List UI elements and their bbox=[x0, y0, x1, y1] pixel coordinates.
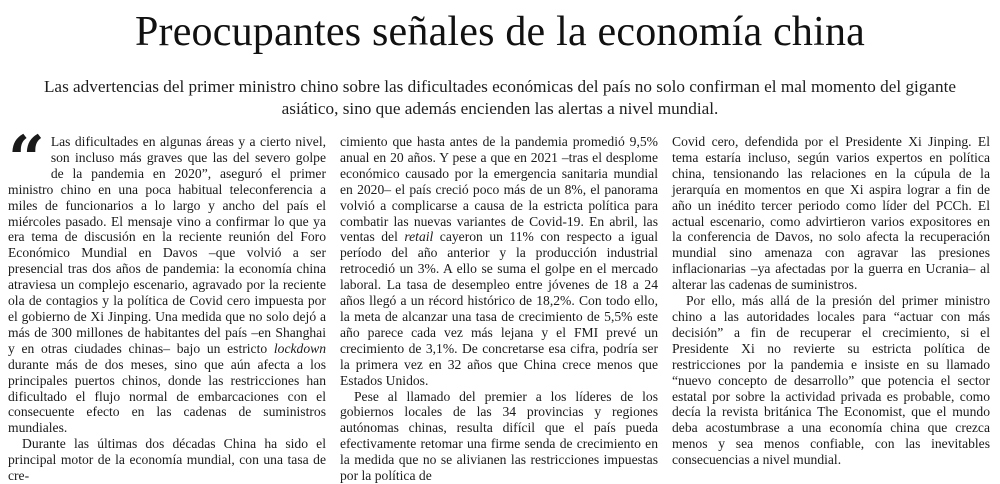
column-1-text-b: durante más de dos meses, sino que aún afecta a los principales puertos chinos, donde las restricciones han dificultado el flujo normal de embarcaciones con el consecuente efecto en las cadenas de suministros mundiales. bbox=[8, 356, 326, 436]
column-3-paragraph-2: Por ello, más allá de la presión del primer ministro chino a las autoridades locales para “actuar con más decisión” a fin de recuperar el crecimiento, si el Presidente Xi no revierte su estricta política de restricciones por la pandemia e insiste en su llamado “nuevo concepto de desarrollo” que potencia el sector estatal por sobre la actividad privada es probable, como decía la revista británica The Economist, que el mundo deba acostumbrase a una economía china que crezca menos y sea menos confiable, con las inevitables consecuencias a nivel mundial. bbox=[672, 293, 990, 468]
column-2-paragraph-2: Pese al llamado del premier a los líderes de los gobiernos locales de las 34 provincias y regiones autónomas chinas, resulta difícil que el país pueda efectivamente retomar una firme senda de crecimiento en la medida que no se alivianen las restricciones impuestas por la política de bbox=[340, 388, 658, 484]
column-3-paragraph-1: Covid cero, defendida por el Presidente Xi Jinping. El tema estaría incluso, según varios expertos en política china, tensionando las relaciones en la cúpula de la jerarquía en momentos en que Xi aspira lograr a fin de año un inédito tercer periodo como líder del PCCh. El actual escenario, como advirtieron varios expositores en la conferencia de Davos, no solo afecta la recuperación mundial sino amenaza con agravar las presiones inflacionarias –ya afectadas por la guerra en Ucrania– al alterar las cadenas de suministros. bbox=[672, 134, 990, 293]
article-column-1 bbox=[8, 122, 326, 484]
column-2-text-b: cayeron un 11% con respecto a igual período del año anterior y la producción industrial retrocedió un 3%. A ello se suma el golpe en el mercado laboral. La tasa de desempleo entre jóvenes de 18 a 24 años llegó a un récord histórico de 18,2%. Con todo ello, la meta de alcanzar una tasa de crecimiento de 5,5% este año parece cada vez más lejana y el FMI prevé un crecimiento de 3,1%. De concretarse esa cifra, podría ser la primera vez en 32 años que China crece menos que Estados Unidos. bbox=[340, 229, 658, 388]
column-1-italic-term: lockdown bbox=[273, 340, 326, 356]
page-title: Preocupantes señales de la economía china bbox=[134, 9, 866, 55]
lead-paragraph: Las advertencias del primer ministro chino sobre las dificultades económicas del país no solo confirman el mal momento del gigante asiático, sino que además encienden las alertas a nivel mundial. bbox=[43, 77, 957, 118]
column-2-paragraph-1 bbox=[340, 134, 658, 389]
column-2-italic-term: retail bbox=[404, 229, 434, 245]
column-2-text-a: cimiento que hasta antes de la pandemia promedió 9,5% anual en 20 años. Y pese a que en 2021 –tras el desplome económico causado por la emergencia sanitaria mundial en 2020– el país creció poco más de un 8%, el panorama volvió a complicarse a causa de la estricta política para combatir las nuevas variantes de Covid-19. En abril, las ventas del bbox=[340, 134, 658, 245]
article-column-3 bbox=[672, 134, 990, 468]
column-1-paragraph-1 bbox=[8, 122, 326, 436]
opening-quote-mark: “ bbox=[8, 122, 45, 197]
column-1-text-a: Las dificultades en algunas áreas y a cierto nivel, son incluso más graves que las del severo golpe de la pandemia en 2020”, aseguró el primer ministro chino en una poca habitual teleconferencia a miles de funcionarios a lo largo y ancho del país el miércoles pasado. El mensaje vino a confirmar lo que ya era tema de discusión en la reciente reunión del Foro Económico Mundial en Davos –que volvió a ser presencial tras dos años de pandemia: la economía china atraviesa un complejo escenario, agravado por la reciente ola de contagios y la política de Covid cero impuesta por el gobierno de Xi Jinping. Una medida que no solo dejó a más de 300 millones de habitantes del país –en Shanghai y en otras ciudades chinas– bajo un estricto bbox=[8, 134, 326, 356]
column-1-paragraph-2: Durante las últimas dos décadas China ha sido el principal motor de la economía mundial, con una tasa de cre- bbox=[8, 436, 326, 484]
article-column-2 bbox=[340, 134, 658, 484]
